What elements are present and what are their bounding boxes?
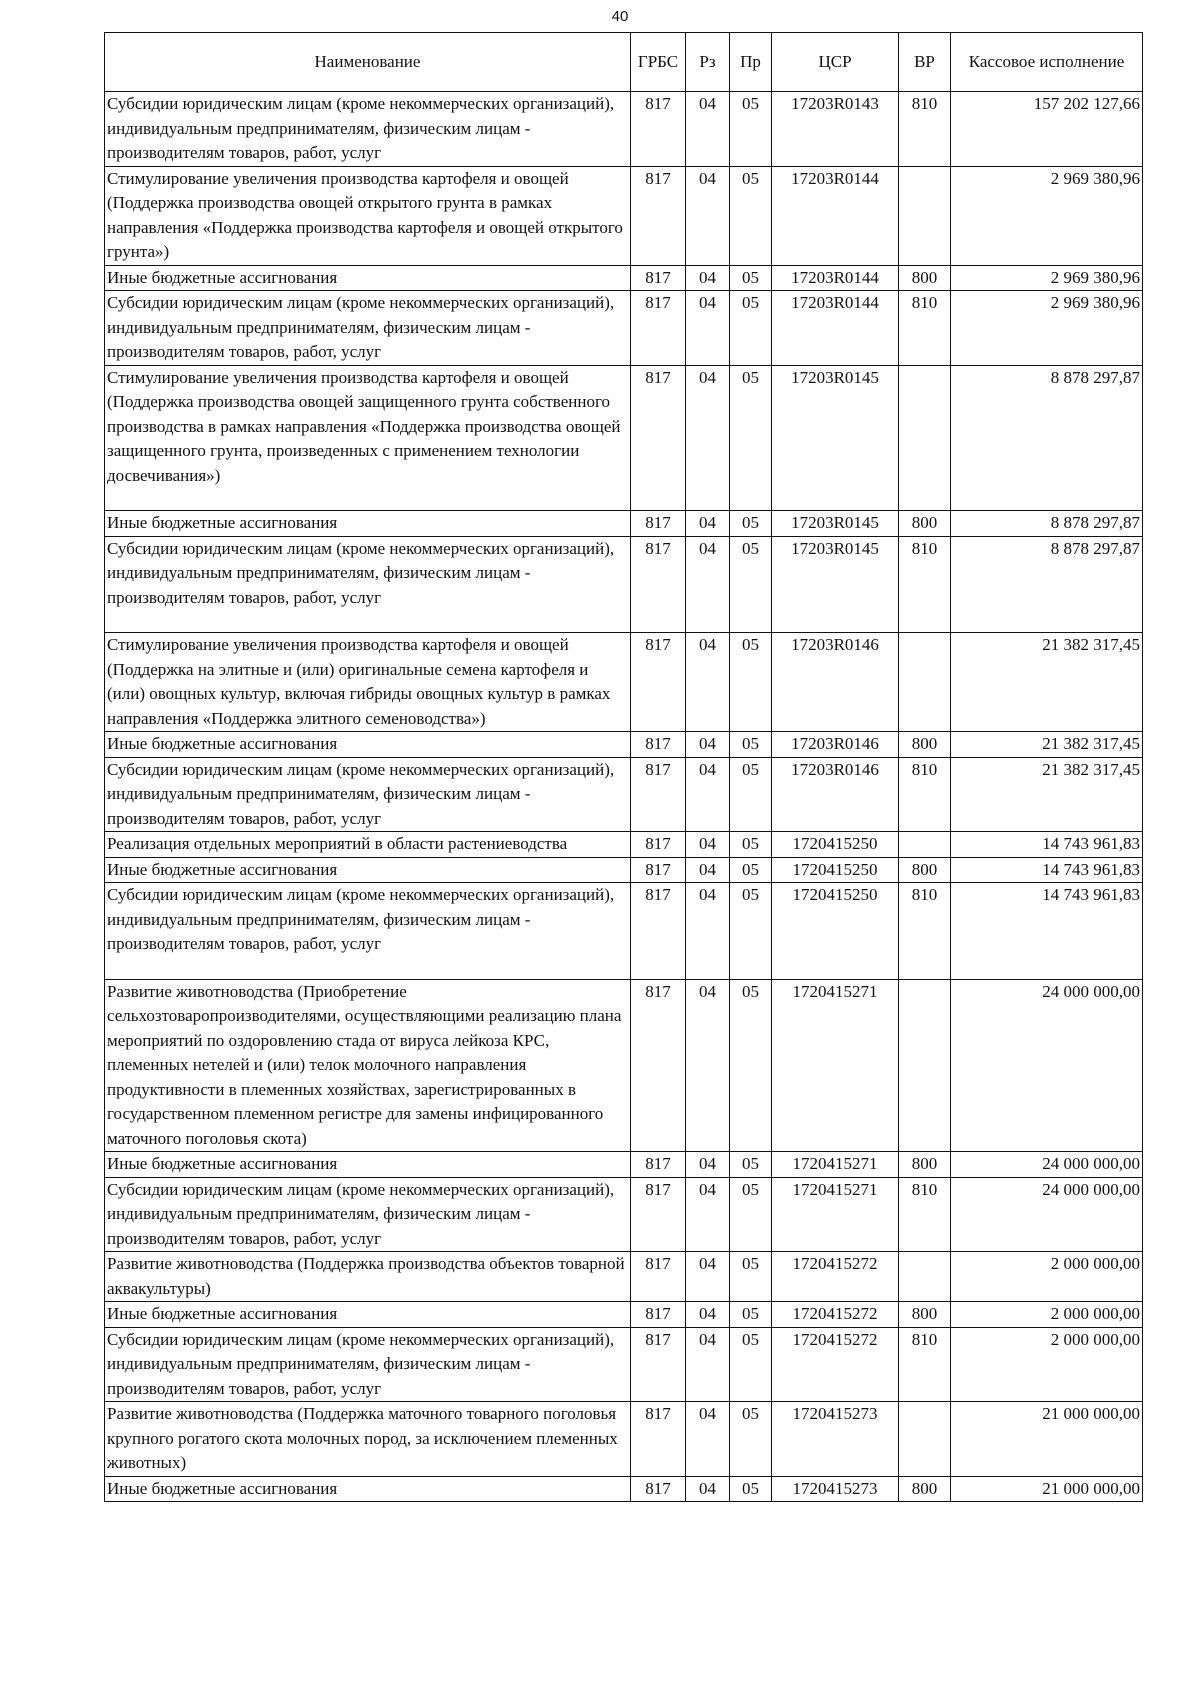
cell-csr: 17203R0146 xyxy=(772,732,899,758)
cell-rz: 04 xyxy=(686,732,730,758)
table-row xyxy=(105,1252,1143,1302)
cell-rz: 04 xyxy=(686,1402,730,1477)
cell-vr xyxy=(899,365,951,511)
cell-vr: 800 xyxy=(899,1152,951,1178)
cell-pr: 05 xyxy=(730,166,772,265)
table-row xyxy=(105,1476,1143,1502)
cell-sum: 14 743 961,83 xyxy=(951,883,1143,980)
table-row xyxy=(105,979,1143,1152)
cell-name: Субсидии юридическим лицам (кроме некоммерческих организаций), индивидуальным предпринимателям, физическим лицам - производителям товаров, работ, услуг xyxy=(105,1327,631,1402)
cell-pr: 05 xyxy=(730,365,772,511)
cell-pr: 05 xyxy=(730,633,772,732)
cell-name: Субсидии юридическим лицам (кроме некоммерческих организаций), индивидуальным предпринимателям, физическим лицам - производителям товаров, работ, услуг xyxy=(105,536,631,633)
cell-pr: 05 xyxy=(730,92,772,167)
cell-sum: 21 382 317,45 xyxy=(951,732,1143,758)
cell-name: Субсидии юридическим лицам (кроме некоммерческих организаций), индивидуальным предпринимателям, физическим лицам - производителям товаров, работ, услуг xyxy=(105,883,631,980)
table-row xyxy=(105,832,1143,858)
cell-vr: 810 xyxy=(899,92,951,167)
cell-csr: 17203R0145 xyxy=(772,536,899,633)
cell-grbs: 817 xyxy=(631,979,686,1152)
cell-vr xyxy=(899,832,951,858)
cell-name: Иные бюджетные ассигнования xyxy=(105,265,631,291)
cell-pr: 05 xyxy=(730,1177,772,1252)
cell-grbs: 817 xyxy=(631,536,686,633)
cell-grbs: 817 xyxy=(631,1402,686,1477)
cell-name: Иные бюджетные ассигнования xyxy=(105,857,631,883)
cell-vr: 800 xyxy=(899,1476,951,1502)
table-row xyxy=(105,1152,1143,1178)
cell-pr: 05 xyxy=(730,536,772,633)
cell-vr: 800 xyxy=(899,1302,951,1328)
cell-grbs: 817 xyxy=(631,732,686,758)
table-row xyxy=(105,757,1143,832)
cell-csr: 17203R0145 xyxy=(772,365,899,511)
cell-pr: 05 xyxy=(730,511,772,537)
cell-pr: 05 xyxy=(730,1327,772,1402)
cell-vr xyxy=(899,166,951,265)
cell-rz: 04 xyxy=(686,92,730,167)
cell-vr: 810 xyxy=(899,1177,951,1252)
cell-pr: 05 xyxy=(730,1252,772,1302)
cell-name: Стимулирование увеличения производства картофеля и овощей (Поддержка на элитные и (или) оригинальные семена картофеля и (или) овощных культур, включая гибриды овощных культур в рамках направления «Поддержка элитного семеноводства») xyxy=(105,633,631,732)
cell-sum: 8 878 297,87 xyxy=(951,365,1143,511)
cell-grbs: 817 xyxy=(631,511,686,537)
cell-csr: 1720415272 xyxy=(772,1252,899,1302)
cell-vr xyxy=(899,1252,951,1302)
header-sum: Кассовое исполнение xyxy=(951,33,1143,92)
cell-vr: 810 xyxy=(899,291,951,366)
cell-grbs: 817 xyxy=(631,757,686,832)
cell-name: Иные бюджетные ассигнования xyxy=(105,732,631,758)
cell-grbs: 817 xyxy=(631,291,686,366)
cell-grbs: 817 xyxy=(631,1327,686,1402)
table-row xyxy=(105,1402,1143,1477)
cell-csr: 1720415273 xyxy=(772,1476,899,1502)
cell-pr: 05 xyxy=(730,857,772,883)
cell-pr: 05 xyxy=(730,1476,772,1502)
cell-name: Развитие животноводства (Приобретение сельхозтоваропроизводителями, осуществляющими реализацию плана мероприятий по оздоровлению стада от вируса лейкоза КРС, племенных нетелей и (или) телок молочного направления продуктивности в племенных хозяйствах, зарегистрированных в государственном племенном регистре для замены инфицированного маточного поголовья скота) xyxy=(105,979,631,1152)
cell-grbs: 817 xyxy=(631,1302,686,1328)
cell-name: Субсидии юридическим лицам (кроме некоммерческих организаций), индивидуальным предпринимателям, физическим лицам - производителям товаров, работ, услуг xyxy=(105,757,631,832)
cell-name: Субсидии юридическим лицам (кроме некоммерческих организаций), индивидуальным предпринимателям, физическим лицам - производителям товаров, работ, услуг xyxy=(105,1177,631,1252)
cell-rz: 04 xyxy=(686,365,730,511)
cell-rz: 04 xyxy=(686,1152,730,1178)
cell-csr: 17203R0146 xyxy=(772,633,899,732)
cell-name: Иные бюджетные ассигнования xyxy=(105,1476,631,1502)
cell-pr: 05 xyxy=(730,1302,772,1328)
cell-rz: 04 xyxy=(686,832,730,858)
table-body xyxy=(105,92,1143,1502)
cell-csr: 17203R0144 xyxy=(772,166,899,265)
cell-rz: 04 xyxy=(686,1177,730,1252)
cell-rz: 04 xyxy=(686,883,730,980)
cell-grbs: 817 xyxy=(631,1252,686,1302)
cell-rz: 04 xyxy=(686,166,730,265)
cell-rz: 04 xyxy=(686,633,730,732)
cell-csr: 1720415271 xyxy=(772,979,899,1152)
cell-grbs: 817 xyxy=(631,365,686,511)
header-name: Наименование xyxy=(105,33,631,92)
table-row xyxy=(105,1302,1143,1328)
cell-csr: 1720415250 xyxy=(772,857,899,883)
cell-vr: 800 xyxy=(899,511,951,537)
cell-grbs: 817 xyxy=(631,92,686,167)
cell-sum: 157 202 127,66 xyxy=(951,92,1143,167)
cell-grbs: 817 xyxy=(631,265,686,291)
header-csr: ЦСР xyxy=(772,33,899,92)
cell-csr: 17203R0144 xyxy=(772,291,899,366)
cell-rz: 04 xyxy=(686,1302,730,1328)
cell-sum: 21 382 317,45 xyxy=(951,757,1143,832)
table-row xyxy=(105,265,1143,291)
cell-sum: 2 969 380,96 xyxy=(951,291,1143,366)
cell-sum: 24 000 000,00 xyxy=(951,1152,1143,1178)
cell-rz: 04 xyxy=(686,291,730,366)
cell-rz: 04 xyxy=(686,1252,730,1302)
cell-grbs: 817 xyxy=(631,1476,686,1502)
cell-csr: 1720415273 xyxy=(772,1402,899,1477)
cell-rz: 04 xyxy=(686,757,730,832)
cell-vr: 810 xyxy=(899,1327,951,1402)
cell-vr: 800 xyxy=(899,732,951,758)
cell-vr xyxy=(899,979,951,1152)
cell-rz: 04 xyxy=(686,979,730,1152)
cell-sum: 2 000 000,00 xyxy=(951,1302,1143,1328)
cell-rz: 04 xyxy=(686,536,730,633)
cell-name: Субсидии юридическим лицам (кроме некоммерческих организаций), индивидуальным предпринимателям, физическим лицам - производителям товаров, работ, услуг xyxy=(105,92,631,167)
cell-rz: 04 xyxy=(686,857,730,883)
table-row xyxy=(105,291,1143,366)
cell-sum: 2 969 380,96 xyxy=(951,166,1143,265)
table-row xyxy=(105,732,1143,758)
cell-name: Иные бюджетные ассигнования xyxy=(105,1152,631,1178)
cell-csr: 1720415271 xyxy=(772,1177,899,1252)
cell-pr: 05 xyxy=(730,757,772,832)
cell-sum: 2 969 380,96 xyxy=(951,265,1143,291)
cell-sum: 2 000 000,00 xyxy=(951,1327,1143,1402)
cell-pr: 05 xyxy=(730,291,772,366)
cell-pr: 05 xyxy=(730,979,772,1152)
cell-sum: 24 000 000,00 xyxy=(951,1177,1143,1252)
cell-pr: 05 xyxy=(730,732,772,758)
cell-rz: 04 xyxy=(686,1327,730,1402)
cell-name: Иные бюджетные ассигнования xyxy=(105,511,631,537)
cell-csr: 17203R0145 xyxy=(772,511,899,537)
table-row xyxy=(105,857,1143,883)
cell-vr xyxy=(899,633,951,732)
cell-name: Развитие животноводства (Поддержка маточного товарного поголовья крупного рогатого скота молочных пород, за исключением племенных животных) xyxy=(105,1402,631,1477)
table-row xyxy=(105,511,1143,537)
page-number: 40 xyxy=(611,8,629,25)
cell-csr: 1720415250 xyxy=(772,832,899,858)
cell-rz: 04 xyxy=(686,1476,730,1502)
cell-sum: 21 000 000,00 xyxy=(951,1402,1143,1477)
cell-sum: 21 000 000,00 xyxy=(951,1476,1143,1502)
header-grbs: ГРБС xyxy=(631,33,686,92)
cell-csr: 1720415272 xyxy=(772,1327,899,1402)
cell-pr: 05 xyxy=(730,1402,772,1477)
cell-name: Развитие животноводства (Поддержка производства объектов товарной аквакультуры) xyxy=(105,1252,631,1302)
table-row xyxy=(105,536,1143,633)
table-row xyxy=(105,92,1143,167)
header-rz: Рз xyxy=(686,33,730,92)
cell-grbs: 817 xyxy=(631,832,686,858)
cell-vr: 810 xyxy=(899,883,951,980)
cell-sum: 2 000 000,00 xyxy=(951,1252,1143,1302)
table-row xyxy=(105,166,1143,265)
cell-rz: 04 xyxy=(686,265,730,291)
cell-grbs: 817 xyxy=(631,883,686,980)
table-row xyxy=(105,365,1143,511)
table-row xyxy=(105,1177,1143,1252)
cell-pr: 05 xyxy=(730,1152,772,1178)
table-row xyxy=(105,883,1143,980)
cell-sum: 14 743 961,83 xyxy=(951,857,1143,883)
cell-sum: 8 878 297,87 xyxy=(951,536,1143,633)
cell-grbs: 817 xyxy=(631,1177,686,1252)
cell-vr: 800 xyxy=(899,265,951,291)
cell-sum: 24 000 000,00 xyxy=(951,979,1143,1152)
cell-vr: 810 xyxy=(899,536,951,633)
table-row xyxy=(105,1327,1143,1402)
cell-csr: 1720415271 xyxy=(772,1152,899,1178)
cell-vr: 810 xyxy=(899,757,951,832)
cell-pr: 05 xyxy=(730,832,772,858)
table-row xyxy=(105,633,1143,732)
cell-csr: 1720415250 xyxy=(772,883,899,980)
cell-pr: 05 xyxy=(730,883,772,980)
header-vr: ВР xyxy=(899,33,951,92)
cell-grbs: 817 xyxy=(631,166,686,265)
cell-rz: 04 xyxy=(686,511,730,537)
cell-csr: 1720415272 xyxy=(772,1302,899,1328)
cell-name: Иные бюджетные ассигнования xyxy=(105,1302,631,1328)
cell-name: Стимулирование увеличения производства картофеля и овощей (Поддержка производства овощей открытого грунта в рамках направления «Поддержка производства картофеля и овощей открытого грунта») xyxy=(105,166,631,265)
cell-pr: 05 xyxy=(730,265,772,291)
cell-csr: 17203R0144 xyxy=(772,265,899,291)
cell-sum: 8 878 297,87 xyxy=(951,511,1143,537)
cell-name: Реализация отдельных мероприятий в области растениеводства xyxy=(105,832,631,858)
cell-name: Субсидии юридическим лицам (кроме некоммерческих организаций), индивидуальным предпринимателям, физическим лицам - производителям товаров, работ, услуг xyxy=(105,291,631,366)
cell-csr: 17203R0143 xyxy=(772,92,899,167)
cell-grbs: 817 xyxy=(631,1152,686,1178)
table-header-row xyxy=(105,33,1143,92)
cell-sum: 14 743 961,83 xyxy=(951,832,1143,858)
cell-vr xyxy=(899,1402,951,1477)
cell-grbs: 817 xyxy=(631,857,686,883)
cell-name: Стимулирование увеличения производства картофеля и овощей (Поддержка производства овощей защищенного грунта собственного производства в рамках направления «Поддержка производства овощей защищенного грунта, произведенных с применением технологии досвечивания») xyxy=(105,365,631,511)
cell-sum: 21 382 317,45 xyxy=(951,633,1143,732)
cell-vr: 800 xyxy=(899,857,951,883)
budget-execution-table xyxy=(104,32,1143,1502)
header-pr: Пр xyxy=(730,33,772,92)
cell-grbs: 817 xyxy=(631,633,686,732)
cell-csr: 17203R0146 xyxy=(772,757,899,832)
